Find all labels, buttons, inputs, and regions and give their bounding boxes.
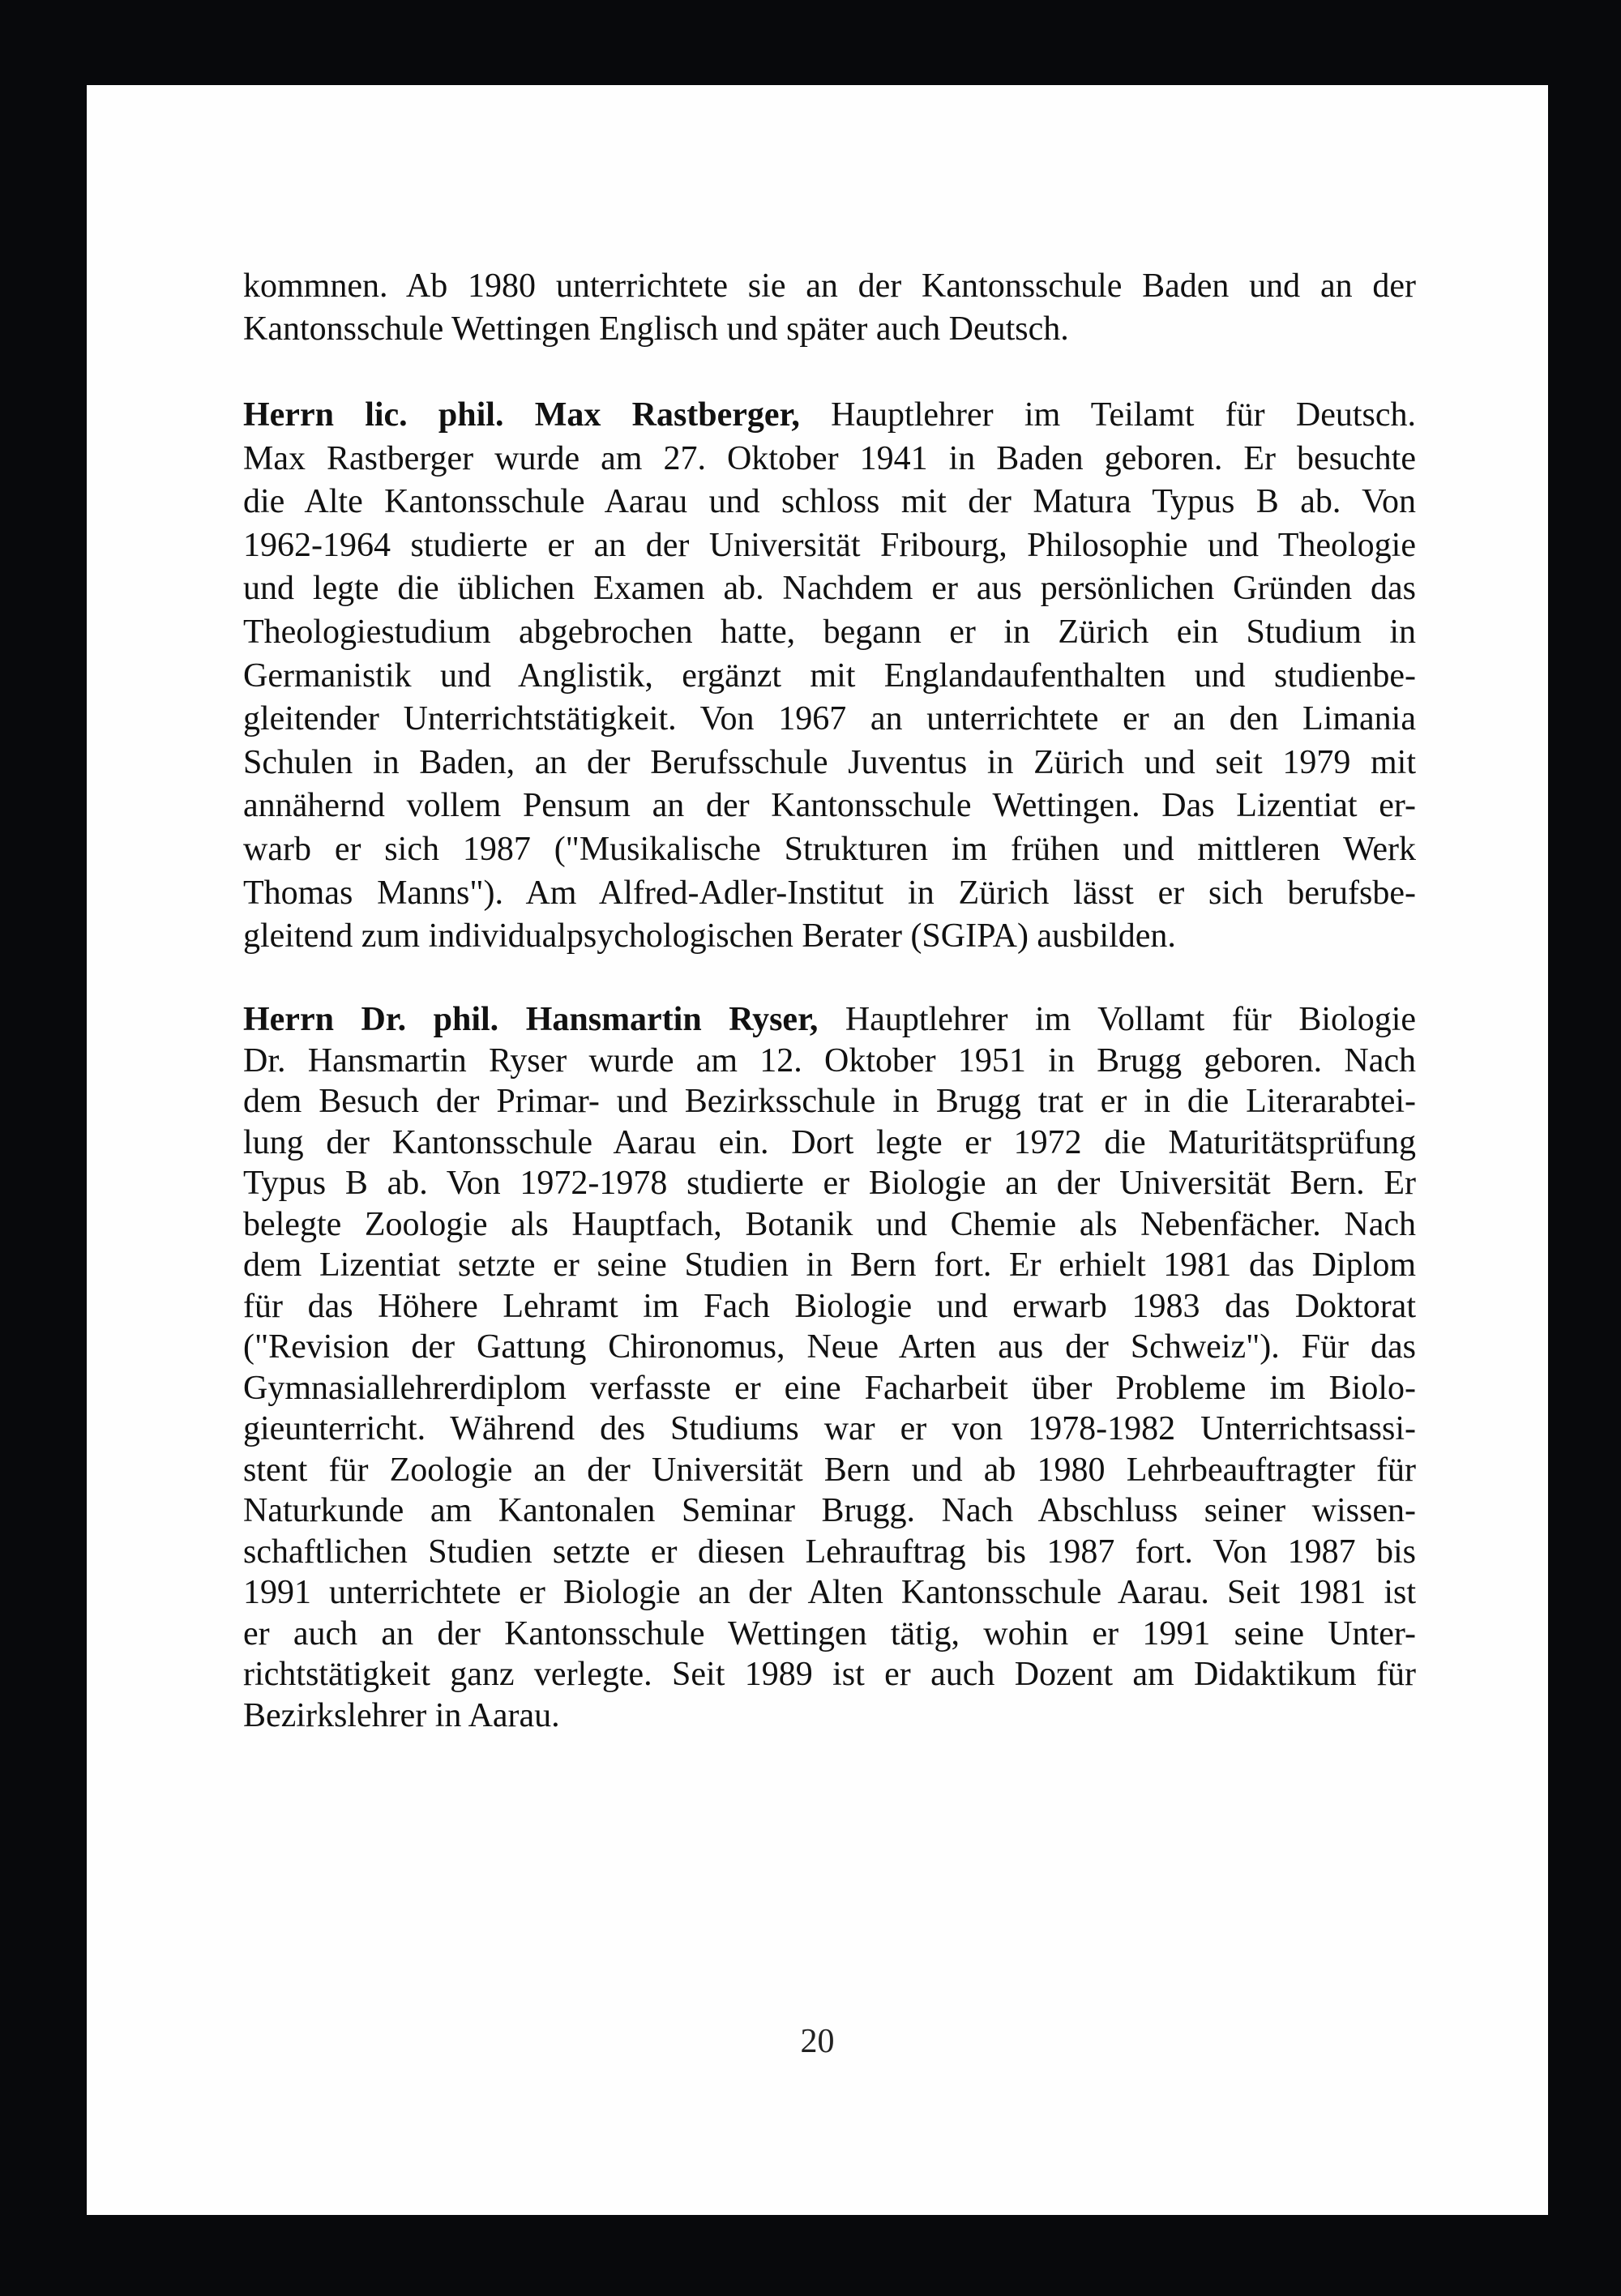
- paragraph-hansmartin-ryser: [243, 999, 1416, 1736]
- text-line: ("Revision der Gattung Chironomus, Neue Arten aus der Schweiz"). Für das: [243, 1328, 1416, 1366]
- text-line: er auch an der Kantonsschule Wettingen tätig, wohin er 1991 seine Unter-: [243, 1614, 1416, 1653]
- text-line: Dr. Hansmartin Ryser wurde am 12. Oktober 1951 in Brugg geboren. Nach: [243, 1041, 1416, 1080]
- text-line: annähernd vollem Pensum an der Kantonsschule Wettingen. Das Lizentiat er-: [243, 787, 1416, 825]
- paragraph-max-rastberger: [243, 394, 1416, 959]
- text-line: Gymnasiallehrerdiplom verfasste er eine Facharbeit über Probleme im Biolo-: [243, 1369, 1416, 1407]
- document-page: [87, 85, 1548, 2215]
- text-line: schaftlichen Studien setzte er diesen Lehrauftrag bis 1987 fort. Von 1987 bis: [243, 1533, 1416, 1571]
- text-line: gleitend zum individualpsychologischen Berater (SGIPA) ausbilden.: [243, 917, 1176, 956]
- heading-role: Hauptlehrer im Teilamt für Deutsch.: [799, 396, 1416, 434]
- text-line: dem Besuch der Primar- und Bezirksschule in Brugg trat er in die Literarabtei-: [243, 1083, 1416, 1120]
- heading-name: Herrn lic. phil. Max Rastberger,: [243, 396, 800, 434]
- text-line: Kantonsschule Wettingen Englisch und später auch Deutsch.: [243, 310, 1069, 348]
- heading-name: Herrn Dr. phil. Hansmartin Ryser,: [243, 1001, 819, 1038]
- text-line: Germanistik und Anglistik, ergänzt mit Englandaufenthalten und studienbe-: [243, 656, 1416, 695]
- text-line: die Alte Kantonsschule Aarau und schloss mit der Matura Typus B ab. Von: [243, 483, 1416, 521]
- heading-role: Hauptlehrer im Vollamt für Biologie: [818, 1001, 1417, 1038]
- paragraph-heading: [243, 999, 1416, 1041]
- text-line: Bezirkslehrer in Aarau.: [243, 1696, 560, 1734]
- text-line: kommnen. Ab 1980 unterrichtete sie an der Kantonsschule Baden und an der: [243, 267, 1416, 305]
- text-line: für das Höhere Lehramt im Fach Biologie und erwarb 1983 das Doktorat: [243, 1287, 1416, 1325]
- text-line: dem Lizentiat setzte er seine Studien in Bern fort. Er erhielt 1981 das Diplom: [243, 1246, 1416, 1284]
- text-line: gleitender Unterrichtstätigkeit. Von 1967 an unterrichtete er an den Limania: [243, 700, 1416, 738]
- text-line: Max Rastberger wurde am 27. Oktober 1941 in Baden geboren. Er besuchte: [243, 439, 1416, 477]
- text-line: stent für Zoologie an der Universität Bern und ab 1980 Lehrbeauftragter für: [243, 1451, 1416, 1489]
- text-line: und legte die üblichen Examen ab. Nachdem er aus persönlichen Gründen das: [243, 570, 1416, 608]
- text-line: 1991 unterrichtete er Biologie an der Alten Kantonsschule Aarau. Seit 1981 ist: [243, 1574, 1416, 1611]
- text-line: Schulen in Baden, an der Berufsschule Juventus in Zürich und seit 1979 mit: [243, 743, 1416, 781]
- text-line: lung der Kantonsschule Aarau ein. Dort legte er 1972 die Maturitätsprüfung: [243, 1123, 1416, 1161]
- text-line: Naturkunde am Kantonalen Seminar Brugg. Nach Abschluss seiner wissen-: [243, 1492, 1416, 1529]
- text-line: Thomas Manns"). Am Alfred-Adler-Institut in Zürich lässt er sich berufsbe-: [243, 874, 1416, 912]
- paragraph-continuation: [243, 265, 1416, 351]
- text-line: warb er sich 1987 ("Musikalische Strukturen im frühen und mittleren Werk: [243, 830, 1416, 868]
- text-line: gieunterricht. Während des Studiums war er von 1978-1982 Unterrichtsassi-: [243, 1410, 1416, 1447]
- paragraph-heading: [243, 394, 1416, 438]
- text-line: belegte Zoologie als Hauptfach, Botanik und Chemie als Nebenfächer. Nach: [243, 1205, 1416, 1243]
- text-line: Theologiestudium abgebrochen hatte, begann er in Zürich ein Studium in: [243, 613, 1416, 651]
- text-line: Typus B ab. Von 1972-1978 studierte er Biologie an der Universität Bern. Er: [243, 1165, 1416, 1202]
- text-line: richtstätigkeit ganz verlegte. Seit 1989 ist er auch Dozent am Didaktikum für: [243, 1656, 1416, 1693]
- text-line: 1962-1964 studierte er an der Universität Fribourg, Philosophie und Theologie: [243, 526, 1416, 564]
- page-number: 20: [800, 2023, 835, 2060]
